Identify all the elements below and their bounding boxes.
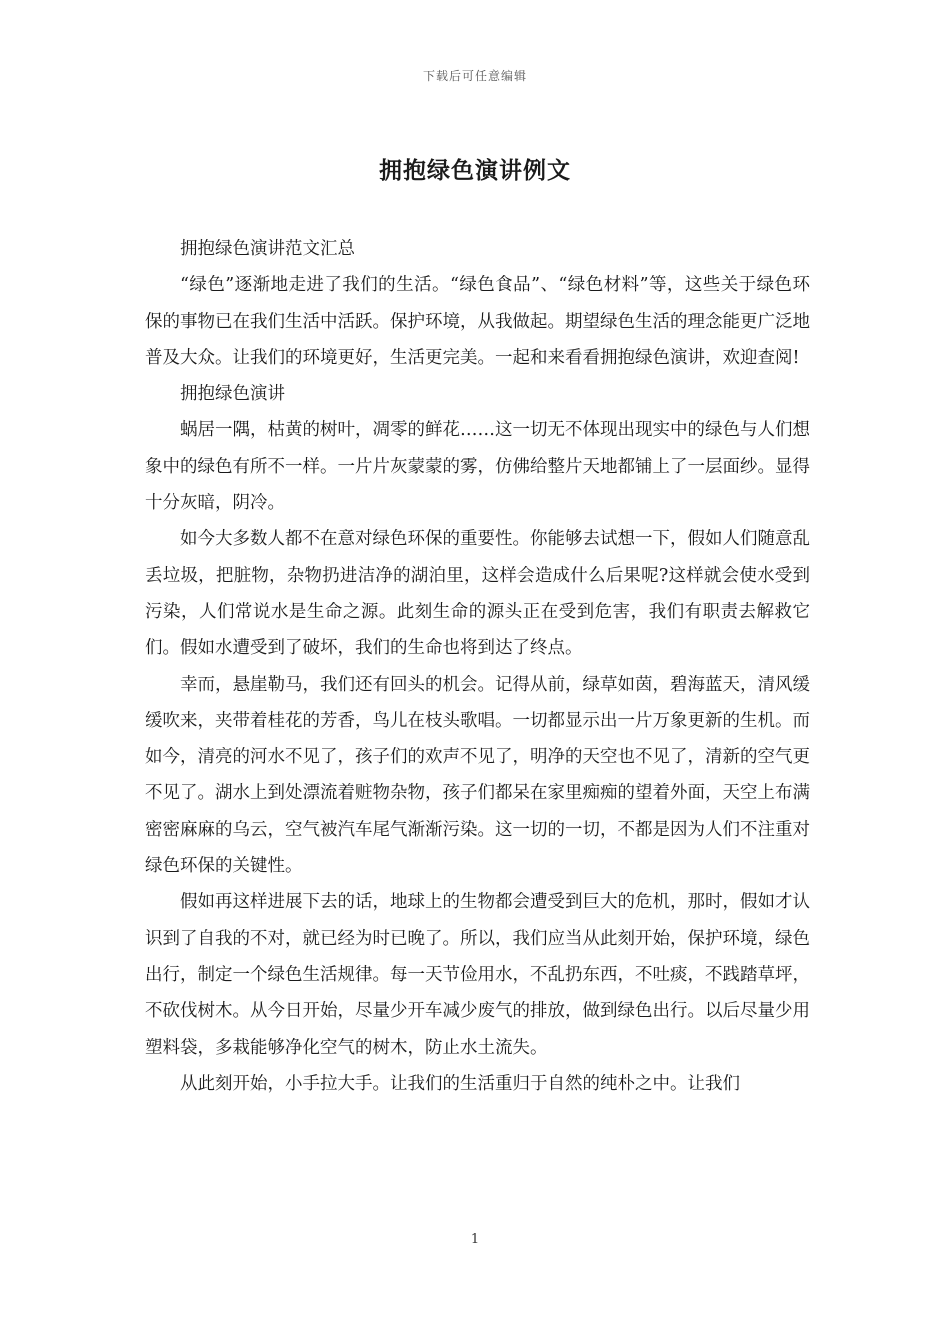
paragraph-subtitle: 拥抱绿色演讲范文汇总 bbox=[180, 239, 355, 259]
paragraph: 假如再这样进展下去的话，地球上的生物都会遭受到巨大的危机，那时，假如才认识到了自我的不对，就已经为时已晚了。所以，我们应当从此刻开始，保护环境，绿色出行，制定一个绿色生活规律。每一天节俭用水，不乱扔东西，不吐痰，不践踏草坪，不砍伐树木。从今日开始，尽量少开车减少废气的排放，做到绿色出行。以后尽量少用塑料袋，多栽能够净化空气的树木，防止水土流失。 bbox=[145, 892, 810, 1058]
paragraph-intro: “绿色”逐渐地走进了我们的生活。“绿色食品”、“绿色材料”等，这些关于绿色环保的事物已在我们生活中活跃。保护环境，从我做起。期望绿色生活的理念能更广泛地普及大众。让我们的环境更好，生活更完美。一起和来看看拥抱绿色演讲，欢迎查阅! bbox=[145, 275, 810, 368]
page-number: 1 bbox=[470, 1232, 480, 1247]
document-body bbox=[145, 231, 810, 1102]
paragraph: 蜗居一隅，枯黄的树叶，凋零的鲜花……这一切无不体现出现实中的绿色与人们想象中的绿色有所不一样。一片片灰蒙蒙的雾，仿佛给整片天地都铺上了一层面纱。显得十分灰暗，阴冷。 bbox=[145, 420, 810, 514]
paragraph: 从此刻开始，小手拉大手。让我们的生活重归于自然的纯朴之中。让我们 bbox=[180, 1073, 740, 1094]
paragraph: 幸而，悬崖勒马，我们还有回头的机会。记得从前，绿草如茵，碧海蓝天，清风缓缓吹来，夹带着桂花的芳香，鸟儿在枝头歌唱。一切都显示出一片万象更新的生机。而如今，清亮的河水不见了，孩子们的欢声不见了，明净的天空也不见了，清新的空气更不见了。湖水上到处漂流着赃物杂物，孩子们都呆在家里痴痴的望着外面，天空上布满密密麻麻的乌云，空气被汽车尾气渐渐污染。这一切的一切，不都是因为人们不注重对绿色环保的关键性。 bbox=[145, 674, 810, 877]
document-title: 拥抱绿色演讲例文 bbox=[379, 157, 571, 184]
paragraph: 如今大多数人都不在意对绿色环保的重要性。你能够去试想一下，假如人们随意乱丢垃圾，把脏物，杂物扔进洁净的湖泊里，这样会造成什么后果呢?这样就会使水受到污染，人们常说水是生命之源。此刻生命的源头正在受到危害，我们有职责去解救它们。假如水遭受到了破坏，我们的生命也将到达了终点。 bbox=[145, 529, 810, 659]
paragraph-heading: 拥抱绿色演讲 bbox=[180, 384, 285, 405]
header-note: 下载后可任意编辑 bbox=[422, 69, 527, 83]
